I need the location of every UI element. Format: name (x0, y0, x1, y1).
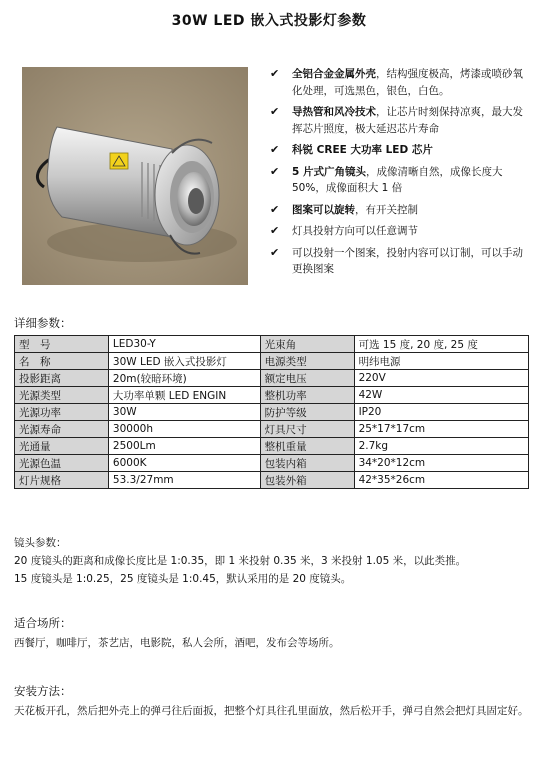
feature-text: ，让芯片时刻保持凉爽，最大发挥芯片照度，极大延迟芯片寿命 (292, 106, 523, 135)
feature-item (268, 202, 530, 219)
spec-value: 大功率单颗 LED ENGIN (108, 387, 260, 404)
table-row (15, 387, 529, 404)
detail-params-label: 详细参数： (14, 316, 72, 330)
feature-text: ，结构强度极高，烤漆或喷砂氧化处理，可选黑色，银色，白色。 (292, 68, 523, 97)
lens-line-2: 15 度镜头是 1:0.25，25 度镜头是 1:0.45，默认采用的是 20 度镜头。 (14, 573, 352, 585)
feature-bold: 图案可以旋转 (292, 203, 355, 216)
spec-value: 30000h (108, 421, 260, 438)
feature-item (268, 245, 530, 278)
spec-label: 额定电压 (260, 370, 354, 387)
install-section (14, 682, 529, 720)
spec-value: IP20 (354, 404, 528, 421)
spec-value: 30W (108, 404, 260, 421)
check-icon: ✔ (270, 245, 280, 259)
spec-value: 42*35*26cm (354, 472, 528, 489)
table-row (15, 421, 529, 438)
install-text: 天花板开孔，然后把外壳上的弹弓往后面扳，把整个灯具往孔里面放，然后松开手，弹弓自然会把灯具固定好。 (14, 705, 529, 717)
table-row (15, 438, 529, 455)
feature-text: 可以投射一个图案，投射内容可以订制，可以手动更换图案 (292, 246, 523, 275)
table-row (15, 353, 529, 370)
spec-label: 投影距离 (15, 370, 109, 387)
spec-label: 整机功率 (260, 387, 354, 404)
table-row (15, 455, 529, 472)
spec-table (14, 335, 529, 489)
table-row (15, 472, 529, 489)
lens-section (14, 534, 529, 588)
spec-value: 20m(较暗环境) (108, 370, 260, 387)
check-icon: ✔ (270, 202, 280, 216)
spec-label: 包装内箱 (260, 455, 354, 472)
table-row (15, 336, 529, 353)
check-icon: ✔ (270, 224, 280, 237)
feature-bold: 科锐 CREE 大功率 LED 芯片 (292, 144, 433, 156)
spec-value: 2500Lm (108, 438, 260, 455)
check-icon: ✔ (270, 164, 280, 178)
feature-text: ，有开关控制 (355, 203, 418, 216)
page-title: 30W LED 嵌入式投影灯参数 (171, 13, 367, 29)
feature-item (268, 223, 530, 240)
spec-label: 防护等级 (260, 404, 354, 421)
spec-label: 光通量 (15, 438, 109, 455)
table-row (15, 404, 529, 421)
feature-bold: 全铝合金金属外壳 (292, 68, 376, 80)
spec-value: 明纬电源 (354, 353, 528, 370)
lens-line-1: 20 度镜头的距离和成像长度比是 1:0.35，即 1 米投射 0.35 米，3 米投射 1.05 米，以此类推。 (14, 555, 467, 567)
spec-value: 6000K (108, 455, 260, 472)
spec-label: 电源类型 (260, 353, 354, 370)
feature-text: 灯具投射方向可以任意调节 (292, 225, 418, 237)
product-photo (22, 67, 248, 285)
spec-value: 42W (354, 387, 528, 404)
spec-value: 34*20*12cm (354, 455, 528, 472)
spec-value: 30W LED 嵌入式投影灯 (108, 353, 260, 370)
feature-item (268, 104, 530, 137)
spec-label: 光束角 (260, 336, 354, 353)
spec-label: 光源色温 (15, 455, 109, 472)
lens-heading: 镜头参数： (14, 537, 67, 549)
spec-value: 53.3/27mm (108, 472, 260, 489)
spec-label: 光源寿命 (15, 421, 109, 438)
install-heading: 安装方法： (14, 684, 72, 698)
feature-item (268, 142, 530, 159)
feature-item (268, 66, 530, 99)
feature-list (268, 66, 530, 283)
feature-bold: 导热管和风冷技术 (292, 106, 376, 118)
spec-label: 型 号 (15, 336, 109, 353)
spec-label: 光源类型 (15, 387, 109, 404)
spec-value: 可选 15 度, 20 度, 25 度 (354, 336, 528, 353)
feature-bold: 5 片式广角镜头 (292, 165, 366, 178)
feature-text: ，成像清晰自然，成像长度大 50%，成像面积大 1 倍 (292, 165, 503, 194)
spec-label: 整机重量 (260, 438, 354, 455)
spec-label: 灯具尺寸 (260, 421, 354, 438)
spec-value: LED30-Y (108, 336, 260, 353)
spec-value: 25*17*17cm (354, 421, 528, 438)
spec-label: 包装外箱 (260, 472, 354, 489)
check-icon: ✔ (270, 105, 280, 118)
projector-lamp-image (22, 67, 248, 285)
venues-text: 西餐厅，咖啡厅，茶艺店，电影院，私人会所，酒吧，发布会等场所。 (14, 637, 340, 649)
check-icon: ✔ (270, 143, 280, 156)
venues-section (14, 614, 529, 652)
table-row (15, 370, 529, 387)
spec-label: 名 称 (15, 353, 109, 370)
venues-heading: 适合场所： (14, 616, 72, 630)
spec-value: 220V (354, 370, 528, 387)
spec-label: 灯片规格 (15, 472, 109, 489)
feature-item (268, 164, 530, 197)
check-icon: ✔ (270, 67, 280, 80)
spec-label: 光源功率 (15, 404, 109, 421)
spec-value: 2.7kg (354, 438, 528, 455)
